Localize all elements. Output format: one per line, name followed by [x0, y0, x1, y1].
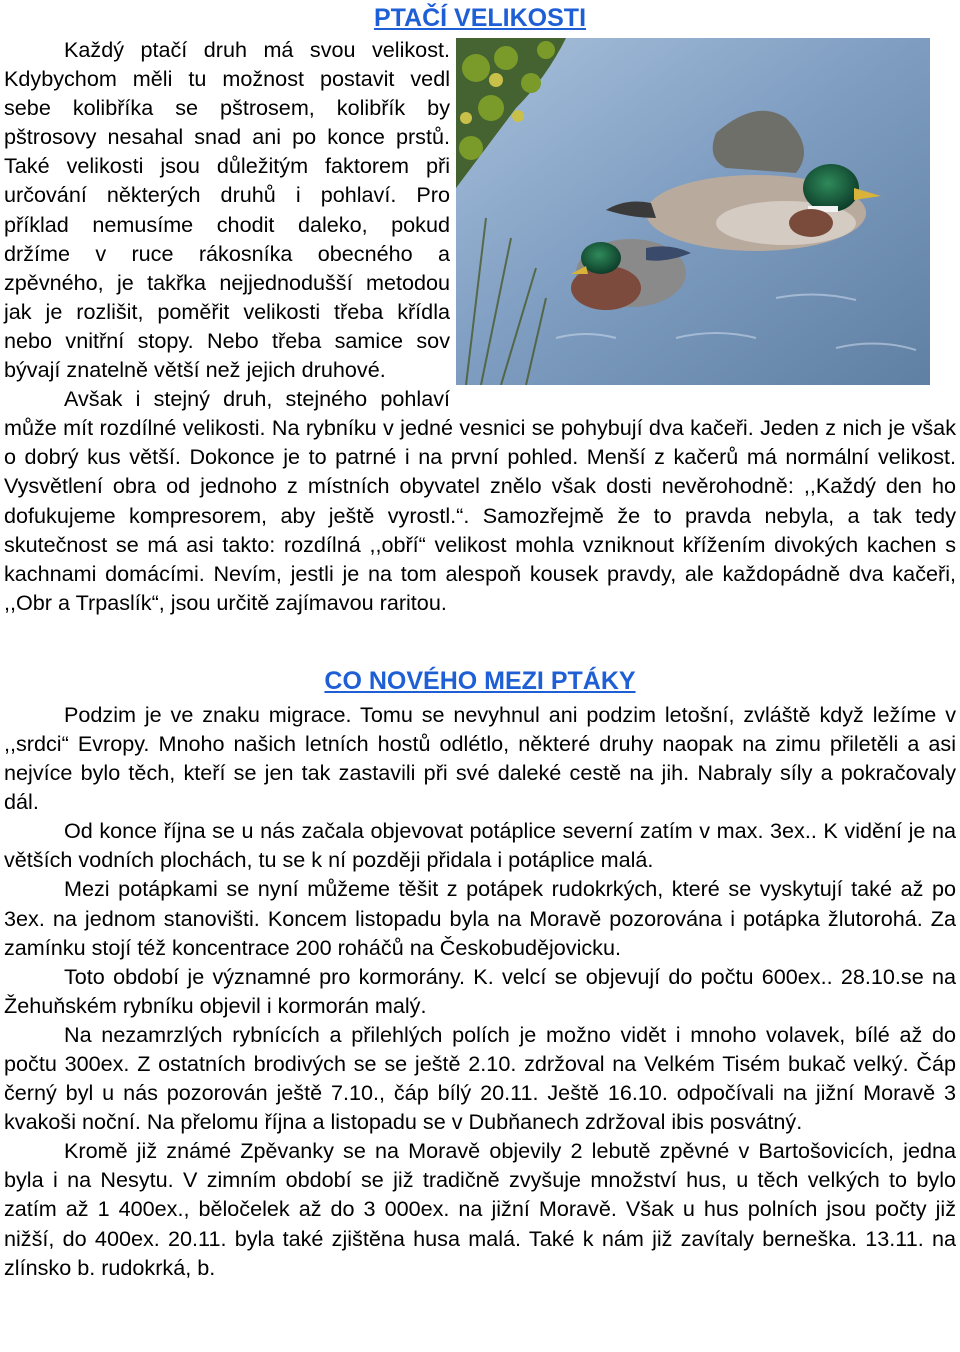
- paragraph: Na nezamrzlých rybnících a přilehlých polích je možno vidět i mnoho volavek, bílé až do počtu 300ex. Z ostatních brodivých se se ještě 2.10. zdržoval na Velkém Tisém bukač velký. Čáp černý byl u nás pozorován ještě 7.10., čáp bílý 20.11. Ještě 16.10. odpočívali na jižní Moravě 3 kvakoši noční. Na přelomu října a listopadu se v Dubňanech zdržoval ibis posvátný.: [4, 1021, 956, 1135]
- paragraph: Mezi potápkami se nyní můžeme těšit z potápek rudokrkých, které se vyskytují také až po 3ex. na jednom stanovišti. Koncem listopadu byla na Moravě pozorována i potápka žlutorohá. Za zamínku stojí též koncentrace 200 roháčů na Českobudějovicku.: [4, 876, 956, 960]
- paragraph: Toto období je významné pro kormorány. K. velcí se objevují do počtu 600ex.. 28.10.se na Žehuňském rybníku objevil i kormorán malý.: [4, 963, 956, 1018]
- section-title-bird-sizes: PTAČÍ VELIKOSTI: [373, 4, 587, 32]
- paragraph: Od konce října se u nás začala objevovat potáplice severní zatím v max. 3ex.. K vidění je na větších vodních plochách, tu se k ní později přidala i potáplice malá.: [4, 818, 956, 873]
- section-spacer: [4, 617, 956, 662]
- section-title-news-among-birds: CO NOVÉHO MEZI PTÁKY: [324, 666, 636, 695]
- ducks-illustration: [456, 38, 930, 385]
- duck-photo: [456, 38, 930, 385]
- paragraph: Kromě již známé Zpěvanky se na Moravě objevily 2 lebutě zpěvné v Bartošovicích, jedna byla i na Nesytu. V zimním období se již tradičně zvyšuje množství hus, u těch velkých to bylo zatím až 1 400ex., běločelek až do 3 000ex. na jižní Moravě. Však u hus polních jsou počty již nižší, do 400ex. 20.11. byla také zjištěna husa malá. Také k nám již zavítaly berneška. 13.11. na zlínsko b. rudokrká, b.: [4, 1138, 956, 1280]
- paragraph: Každý ptačí druh má svou velikost. Kdybychom měli tu možnost postavit vedl sebe kolibříka se pštrosem, kolibřík by pštrosovy nesahal snad ani po konce prstů. Také velikosti jsou důležitým faktorem při určování některých druhů i pohlaví. Pro příklad nemusíme chodit daleko, pokud držíme v ruce rákosníka obecného a zpěvného, je takřka nejjednodušší metodou jak je rozlišit, poměřit velikosti třeba křídla nebo vnitřní stopy. Nebo třeba samice sov bývají znatelně větší než jejich druhové.: [4, 37, 450, 383]
- paragraph: Podzim je ve znaku migrace. Tomu se nevyhnul ani podzim letošní, zvláště když ležíme v ,,srdci“ Evropy. Mnoho našich letních hostů odlétlo, některé druhy naopak na zimu přiletěli a asi nejvíce bylo těch, kteří se jen tak zastavili při své daleké cestě na jih. Nabraly síly a pokračovaly dál.: [4, 701, 956, 815]
- paragraph: Avšak i stejný druh, stejného pohlaví může mít rozdílné velikosti. Na rybníku v jedné vesnici se pohybují dva kačeři. Jeden z nich je však o dobrý kus větší. Dokonce je to patrné i na první pohled. Menší z kačerů má normální velikost. Vysvětlení obra od jednoho z místních obyvatel znělo však dosti nevěrohodně: ,,Každý den ho dofukujeme kompresorem, aby ještě vyrostl.“. Samozřejmě že to pravda nebyla, a tak tedy skutečnost se má asi takto: rozdílná ,,obří“ velikost mohla vzniknout křížením divokých kachen s kachnami domácími. Nevím, jestli je na tom alespoň kousek pravdy, ale každopádně dva kačeři, ,,Obr a Trpaslík“, jsou určitě zajímavou raritou.: [4, 386, 956, 615]
- article-page: [4, 0, 956, 1282]
